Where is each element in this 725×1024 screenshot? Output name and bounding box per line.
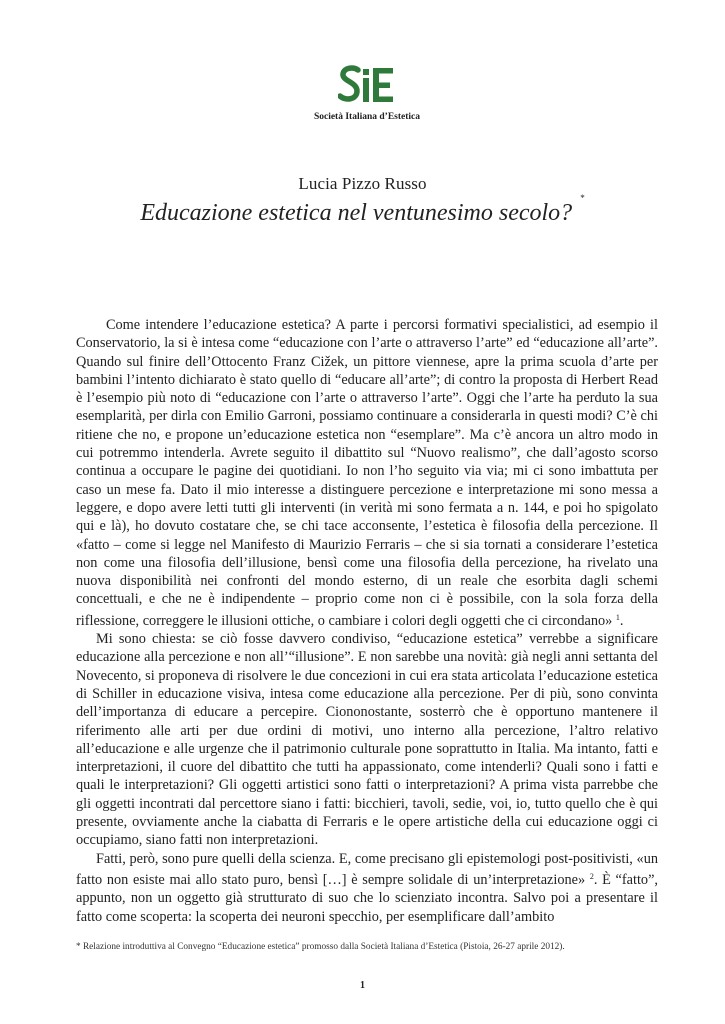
footnote-ref: 2 [589, 871, 594, 881]
footnote: * Relazione introduttiva al Convegno “Educazione estetica” promosso dalla Società Italiana d’Estetica (Pistoia, 26-27 aprile 2012). [76, 942, 565, 952]
author-name: Lucia Pizzo Russo [298, 174, 427, 193]
paragraph-text-continued: . È “fatto”, appunto, non un oggetto già strutturato di suo che lo scienziato incontra. Salvo poi a presentare il fatto come scoperta: la scoperta dei neuroni specchio, per esemplificare dall’ambito [76, 871, 658, 925]
sie-logo [312, 64, 422, 122]
paper-title-text: Educazione estetica nel ventunesimo secolo? [140, 200, 573, 226]
paragraph-text: Mi sono chiesta: se ciò fosse davvero condiviso, “educazione estetica” verrebbe a significare educazione alla percezione e non all’“illusione”. E non sarebbe una novità: già negli anni settanta del Novecento, si proponeva di risolvere le due concezioni in cui era stata articolata l’educazione estetica di Schiller in educazione visiva, intesa come educazione alla percezione. Per di più, sono convinta dell’importanza di educare a percepire. Ciononostante, sosterrò che è opportuno mantenere il riferimento alle arti per due ordini di motivi, uno interno alla percezione, l’altro relativo all’educazione e alle urgenze che il patrimonio culturale pone soprattutto in Italia. Ma intanto, fatti e interpretazioni, il cuore del dibattito che tutti ha appassionato, come intenderli? Quali sono i fatti e quali le interpretazioni? Gli oggetti artistici sono fatti o interpretazioni? A prima vista parrebbe che gli oggetti incontrati dal percettore siano i fatti: bicchieri, tavoli, sedie, voi, io, tutto quello che è qui presente, ovviamente anche la ciabatta di Ferraris e le opere artistiche della cui educazione oggi ci occupiamo, siano fatti non interpretazioni. [76, 631, 658, 849]
paragraph-text: Come intendere l’educazione estetica? A parte i percorsi formativi specialistici, ad esempio il Conservatorio, la si è intesa come “educazione con l’arte o attraverso l’arte” ed “educazione all’arte”. Quando sul finire dell’Ottocento Franz Cižek, un pittore viennese, apre la prima scuola d’arte per bambini l’intento dichiarato è stato quello di “educare all’arte”; di contro la proposta di Herbert Read è l’esempio più noto di “educazione con l’arte o attraverso l’arte”. Oggi che l’arte ha perduto la sua esemplarità, per dirla con Emilio Garroni, possiamo continuare a considerarla in questi modi? C’è chi ritiene che no, e propone un’educazione estetica non “esemplare”. Ma c’è ancora un altro modo in cui potremmo intenderla. Avrete seguito il dibattito sul “Nuovo realismo”, che dall’agosto scorso continua a occupare le pagine dei quotidiani. Io non l’ho seguito via via; mi ci sono imbattuta per caso un mese fa. Dato il mio interesse a distinguere percezione e interpretazione mi sono messa a leggere, e dopo avere letti tutti gli interventi (in verità mi sono fermata a n. 144, e poi ho spigolato qui e là), ho dovuto costatare che, se chi tace acconsente, l’estetica è filosofia della percezione. Il «fatto – come si legge nel Manifesto di Maurizio Ferraris – che si sia tornati a considerare l’estetica non come una filosofia dell’illusione, bensì come una filosofia della percezione, ha rivelato una nuova disponibilità nei confronti del mondo esterno, di un reale che esorbita dagli schemi concettuali, e che ne è indipendente – proprio come non ci è possibile, con la sola forza della riflessione, correggere le illusioni ottiche, o cambiare i colori degli oggetti che ci circondano» [76, 317, 658, 629]
footnote-ref: 1 [615, 612, 620, 622]
paragraph [76, 850, 658, 926]
body-text [76, 316, 658, 926]
paragraph [76, 630, 658, 850]
paragraph-text: Fatti, però, sono pure quelli della scienza. E, come precisano gli epistemologi post-positivisti, «un fatto non esiste mai allo stato puro, bensì […] è sempre solidale di un’interpretazione» [76, 850, 658, 888]
logo-caption: Società Italiana d’Estetica [313, 112, 421, 122]
sie-logo-mark [338, 64, 396, 108]
title-footnote-mark: * [580, 193, 585, 203]
paper-title [0, 193, 725, 227]
paragraph: Come intendere l’educazione estetica? A parte i percorsi formativi specialistici, ad esempio il Conservatorio, la si è intesa come “educazione con l’arte o attraverso l’arte” ed “educazione all’arte”. Quando sul finire dell’Ottocento Franz Cižek, un pittore viennese, apre la prima scuola d’arte per bambini l’intento dichiarato è stato quello di “educare all’arte”; di contro la proposta di Herbert Read è l’esempio più noto di “educazione con l’arte o attraverso l’arte”. Oggi che l’arte ha perduto la sua esemplarità, per dirla con Emilio Garroni, possiamo continuare a considerarla in questi modi? C’è chi ritiene che no, e propone un’educazione estetica non “esemplare”. Ma c’è ancora un altro modo in cui potremmo intenderla. Avrete seguito il dibattito sul “Nuovo realismo”, che dall’agosto scorso continua a occupare le pagine dei quotidiani. Io non l’ho seguito via via; mi ci sono imbattuta per caso un mese fa. Dato il mio interesse a distinguere percezione e interpretazione mi sono messa a leggere, e dopo avere letti tutti gli interventi (in verità mi sono fermata a n. 144, e poi ho spigolato qui e là), ho dovuto costatare che, se chi tace acconsente, l’estetica è filosofia della percezione. Il «fatto – come si legge nel Manifesto di Maurizio Ferraris – che si sia tornati a considerare l’estetica non come una filosofia dell’illusione, bensì come una filosofia della percezione, ha rivelato una nuova disponibilità nei confronti del mondo esterno, di un reale che esorbita dagli schemi concettuali, e che ne è indipendente – proprio come non ci è possibile, con la sola forza della riflessione, correggere le illusioni ottiche, o cambiare i colori degli oggetti che ci circondano» $^1$. [76, 317, 658, 629]
page-number: 1 [360, 980, 365, 991]
